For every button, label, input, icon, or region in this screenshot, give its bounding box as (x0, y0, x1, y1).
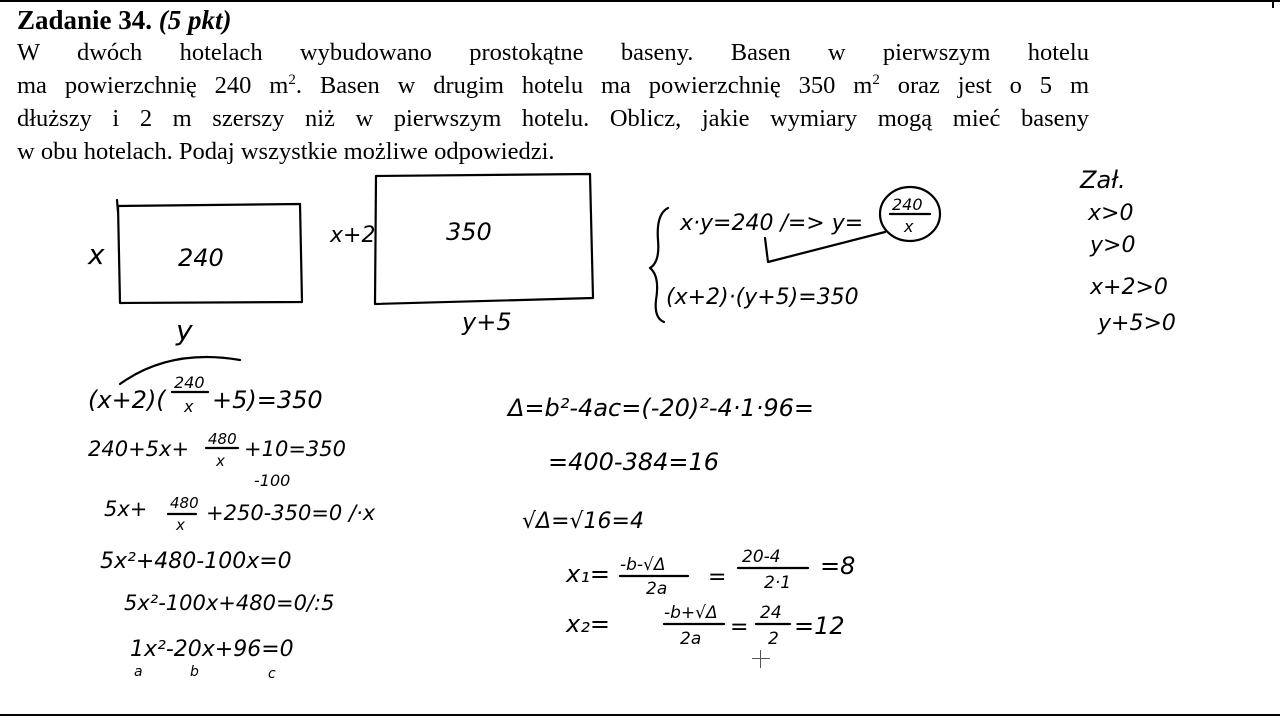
step5: 5x²-100x+480=0/:5 (124, 591, 335, 615)
assumption-1: x>0 (1088, 201, 1134, 226)
crosshair-cursor-icon (752, 650, 770, 668)
x1-den2: 2·1 (764, 573, 792, 593)
step2-a: 240+5x+ (88, 437, 190, 461)
assumption-4: y+5>0 (1098, 311, 1176, 336)
assumption-2: y>0 (1090, 233, 1136, 258)
problem-number: Zadanie 34. (17, 5, 153, 35)
x2-result: =12 (794, 612, 845, 640)
x2-den: 2a (680, 629, 702, 649)
line2-sup: 2 (288, 71, 296, 88)
step3-b: +250-350=0 /·x (206, 501, 376, 525)
rect1-side-label: x (88, 238, 105, 271)
delta-line-2: =400-384=16 (548, 448, 720, 476)
step2-num: 480 (208, 430, 237, 448)
x1-den: 2a (646, 579, 668, 599)
line2-part-b: . Basen w drugim hotelu ma powierzchnię 350 m (295, 72, 873, 99)
x1-num: -b-√Δ (620, 555, 666, 575)
step2-note: -100 (254, 471, 291, 490)
eq1-frac-den: x (904, 217, 914, 236)
equation-2: (x+2)·(y+5)=350 (666, 285, 859, 310)
problem-line-1: W dwóch hotelach wybudowano prostokątne baseny. Basen w pierwszym hotelu (17, 39, 1089, 66)
assumptions-label: Zał. (1080, 166, 1126, 194)
step1-a: (x+2)( (88, 386, 166, 414)
line2-part-c: oraz jest o 5 m (879, 72, 1089, 99)
x2-den2: 2 (768, 629, 779, 649)
x2-b: = (730, 615, 749, 640)
delta-line-1: Δ=b²-4ac=(-20)²-4·1·96= (508, 394, 814, 422)
eq1-frac-num: 240 (892, 195, 923, 214)
assumption-3: x+2>0 (1090, 275, 1168, 300)
x2-a: x₂= (566, 610, 610, 638)
coef-b: b (190, 664, 199, 680)
problem-line-4: w obu hotelach. Podaj wszystkie możliwe odpowiedzi. (17, 138, 555, 165)
x2-num: -b+√Δ (664, 603, 718, 623)
rect1-tick (117, 200, 118, 212)
arrow-connector (765, 232, 885, 262)
step1-num: 240 (174, 373, 205, 392)
x1-b: = (708, 565, 727, 590)
coef-a: a (134, 664, 143, 680)
x1-num2: 20-4 (742, 547, 781, 567)
step2-den: x (216, 452, 225, 470)
x1-result: =8 (820, 552, 856, 580)
step2-b: +10=350 (244, 437, 346, 461)
equation-1: x·y=240 /=> y= (680, 211, 864, 236)
problem-points: (5 pkt) (158, 5, 232, 35)
line2-sup2: 2 (872, 71, 880, 88)
line2-part-a: ma powierzchnię 240 m (17, 72, 289, 99)
problem-line-3: dłuższy i 2 m szerszy niż w pierwszym hotelu. Oblicz, jakie wymiary mogą mieć baseny (17, 105, 1089, 132)
step3-num: 480 (170, 494, 199, 512)
coef-c: c (268, 666, 276, 682)
rect1-bottom-label: y (176, 314, 193, 347)
rect2-bottom-label: y+5 (462, 308, 512, 336)
step3-den: x (176, 516, 185, 534)
x1-a: x₁= (566, 560, 610, 588)
rect1-area-label: 240 (178, 244, 224, 272)
step1-b: +5)=350 (212, 386, 323, 414)
x2-num2: 24 (760, 603, 782, 623)
rect2-area-label: 350 (446, 218, 492, 246)
bottom-border (0, 714, 1280, 716)
step6: 1x²-20x+96=0 (130, 637, 294, 662)
step1-den: x (184, 397, 194, 416)
rect2-side-label: x+2 (330, 223, 376, 248)
step4: 5x²+480-100x=0 (100, 549, 292, 574)
step3-a: 5x+ (104, 497, 148, 521)
sqrt-delta: √Δ=√16=4 (522, 509, 644, 534)
